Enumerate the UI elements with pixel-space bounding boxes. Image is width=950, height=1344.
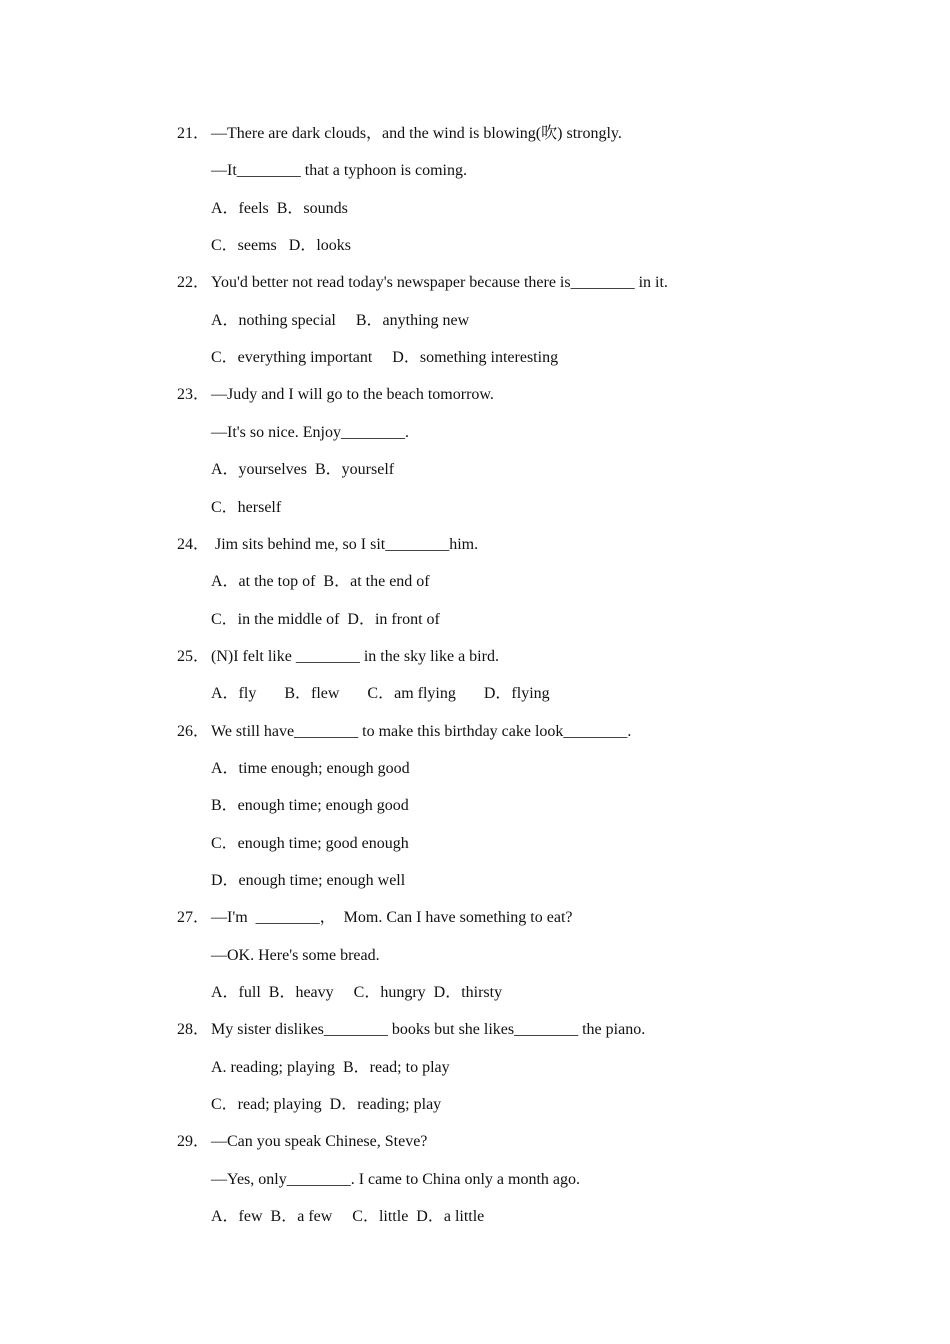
question-line: C．everything important D．something interesting (211, 349, 559, 366)
question-stem: —There are dark clouds，and the wind is blowing(吹) strongly. (211, 125, 622, 142)
question-line: C．herself (211, 499, 282, 516)
question-line: —It________ that a typhoon is coming. (211, 162, 467, 179)
question-number: 27． (177, 909, 210, 926)
question-line: A．at the top of B．at the end of (211, 573, 430, 590)
question-line: A．time enough; enough good (211, 760, 410, 777)
question-number: 21． (177, 125, 210, 142)
question-stem: Jim sits behind me, so I sit________him. (211, 536, 479, 553)
question-line: C．read; playing D．reading; play (211, 1096, 442, 1113)
question-stem: (N)I felt like ________ in the sky like a bird. (211, 648, 499, 665)
question-number: 22． (177, 274, 210, 291)
question-line: A．few B．a few C．little D．a little (211, 1208, 485, 1225)
question-stem: My sister dislikes________ books but she likes________ the piano. (211, 1021, 646, 1038)
question-line: A．yourselves B．yourself (211, 461, 395, 478)
question-line: A．full B．heavy C．hungry D．thirsty (211, 984, 503, 1001)
question-line: A．nothing special B．anything new (211, 312, 470, 329)
question-line: B．enough time; enough good (211, 797, 409, 814)
question-number: 23． (177, 386, 210, 403)
question-line: A. reading; playing B．read; to play (211, 1059, 450, 1076)
question-line: C．in the middle of D．in front of (211, 611, 440, 628)
question-number: 29． (177, 1133, 210, 1150)
question-line: —It's so nice. Enjoy________. (211, 424, 409, 441)
question-line: D．enough time; enough well (211, 872, 406, 889)
question-line: C．seems D．looks (211, 237, 352, 254)
question-number: 24． (177, 536, 210, 553)
question-stem: You'd better not read today's newspaper because there is________ in it. (211, 274, 668, 291)
question-line: —OK. Here's some bread. (211, 947, 380, 964)
question-line: C．enough time; good enough (211, 835, 409, 852)
question-stem: We still have________ to make this birthday cake look________. (211, 723, 632, 740)
question-stem: —Can you speak Chinese, Steve? (211, 1133, 428, 1150)
question-number: 28． (177, 1021, 210, 1038)
question-line: A．feels B．sounds (211, 200, 348, 217)
question-number: 26． (177, 723, 210, 740)
question-stem: —Judy and I will go to the beach tomorrow. (211, 386, 494, 403)
question-line: A．fly B．flew C．am flying D．flying (211, 685, 550, 702)
question-line: —Yes, only________. I came to China only a month ago. (211, 1171, 581, 1188)
question-number: 25． (177, 648, 210, 665)
question-stem: —I'm ________， Mom. Can I have something to eat? (211, 909, 573, 926)
